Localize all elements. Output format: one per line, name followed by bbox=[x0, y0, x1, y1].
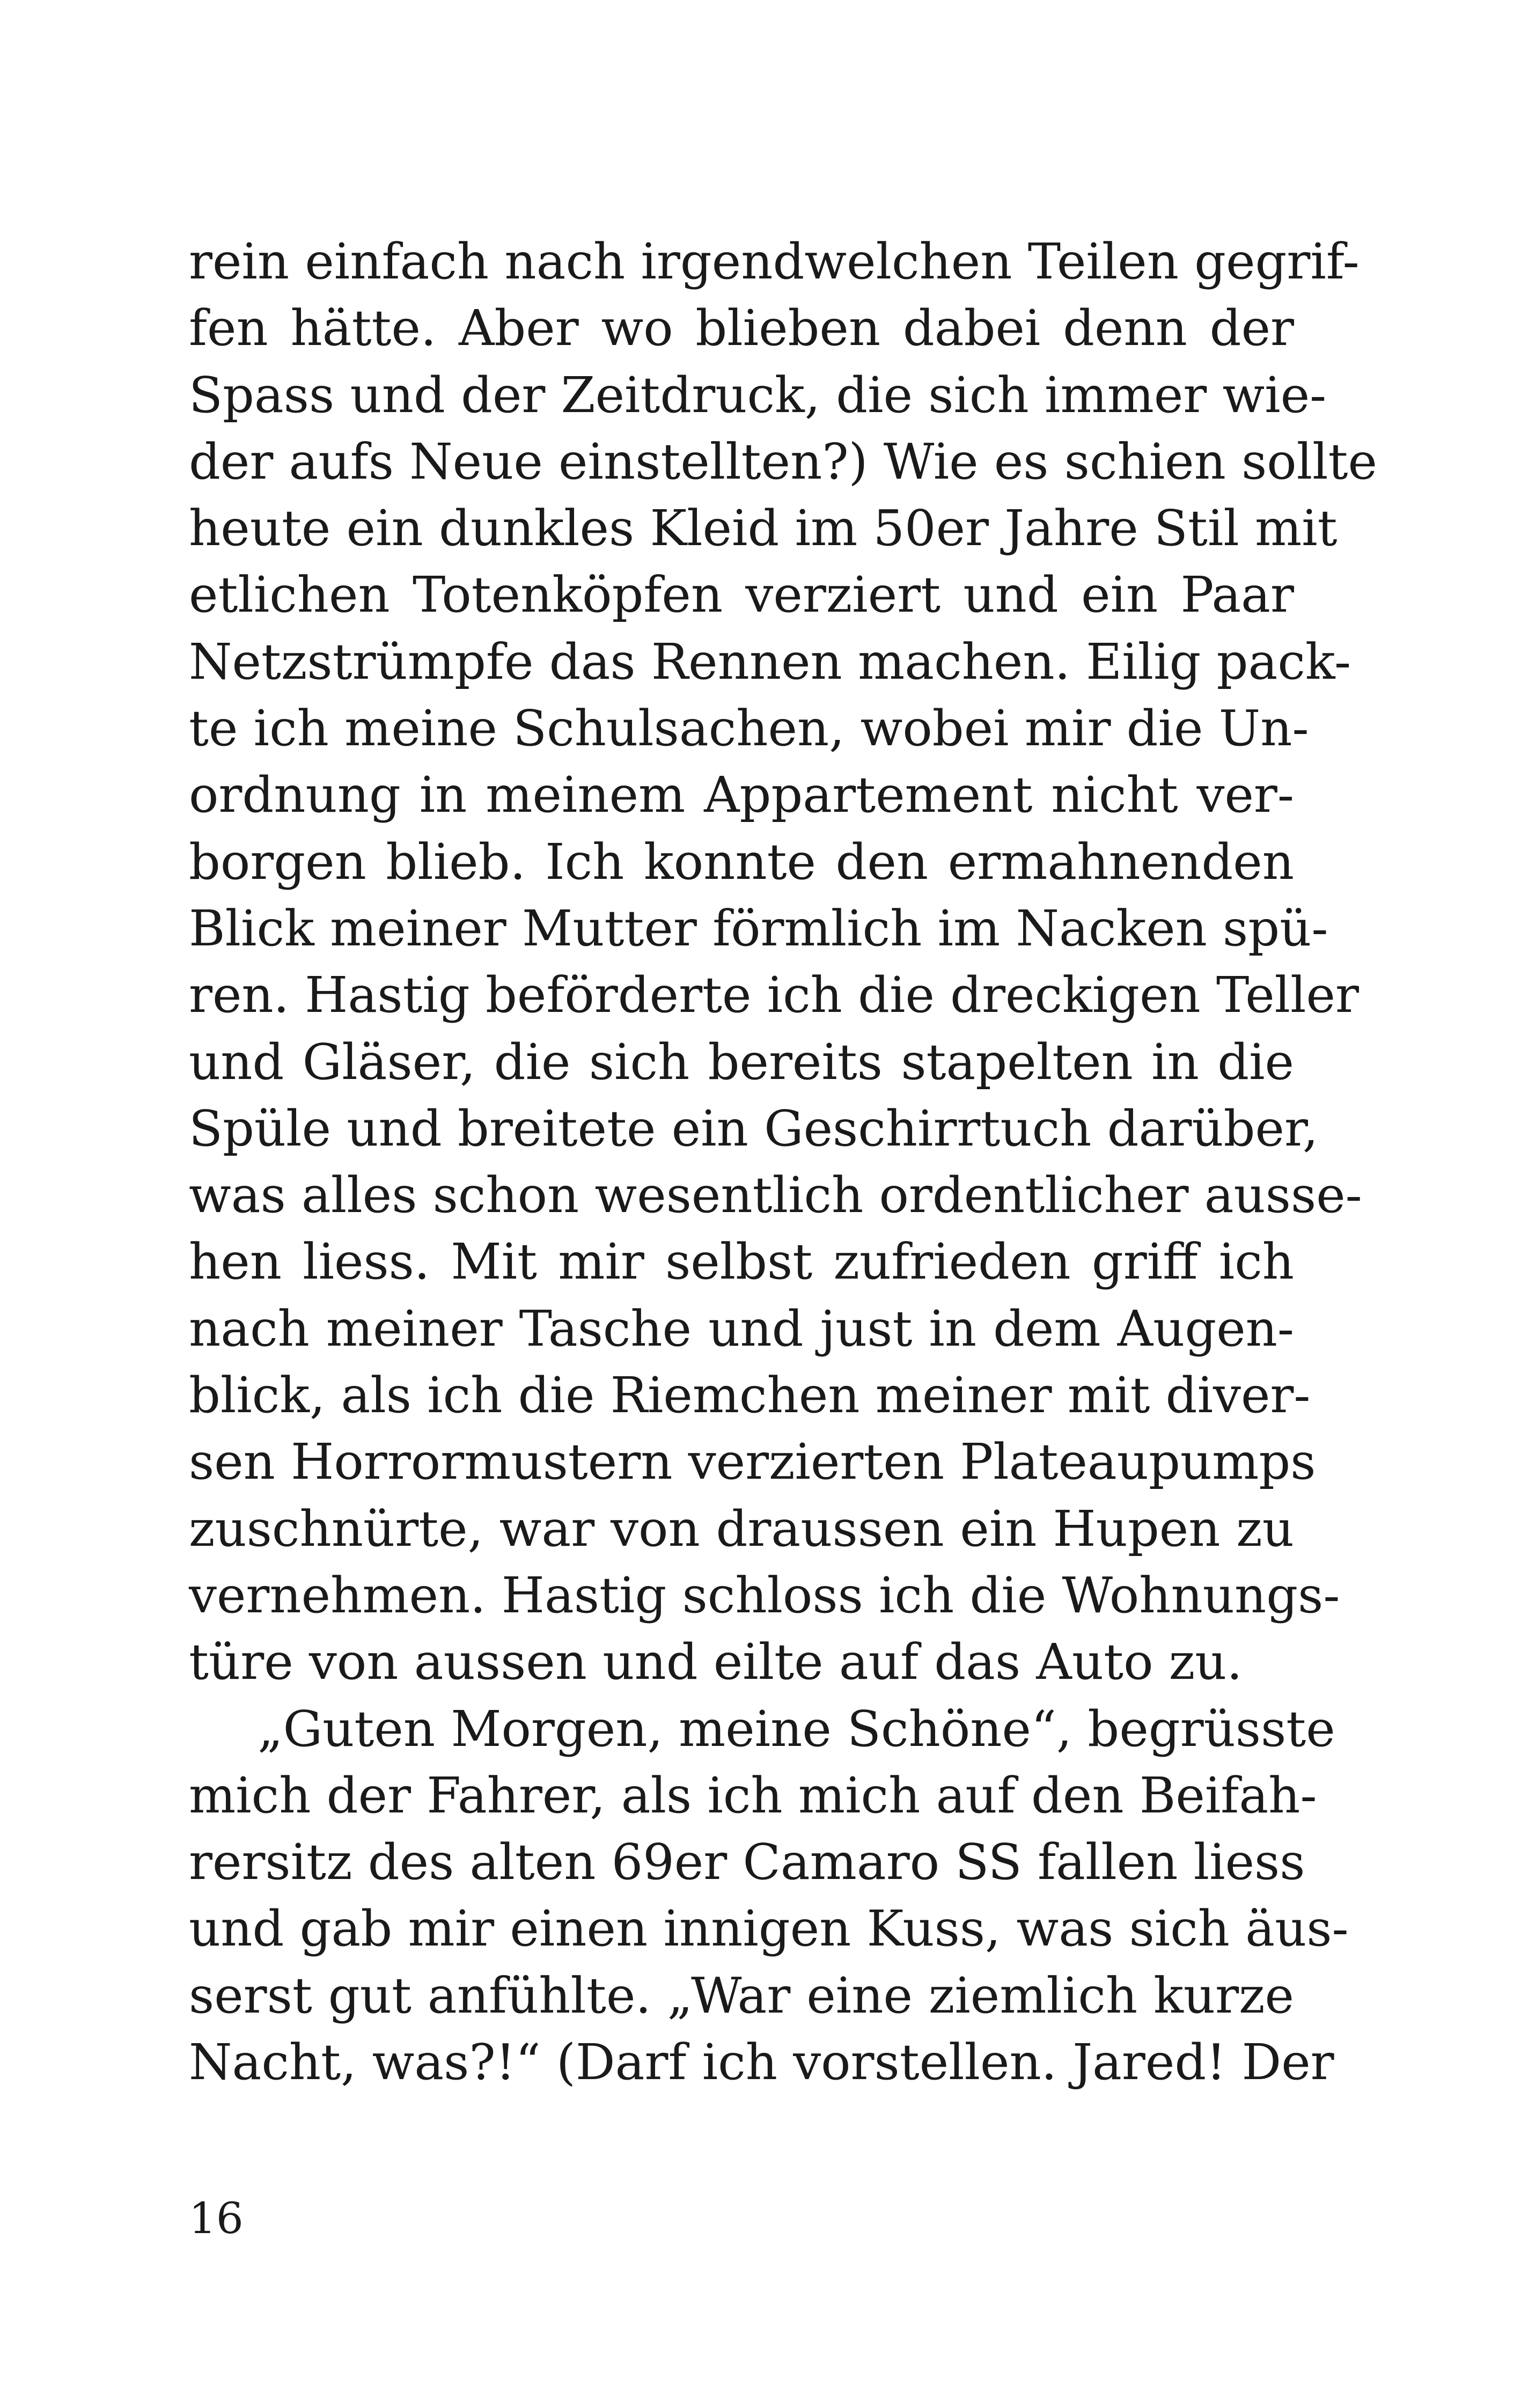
text-line: Netzstrümpfe das Rennen machen. Eilig pack- bbox=[189, 633, 1351, 691]
text-line: etlichen Totenköpfen verziert und ein Paar bbox=[189, 566, 1294, 624]
paragraph-start-line: „Guten Morgen, meine Schöne“, begrüsste bbox=[258, 1700, 1335, 1758]
text-line: Spass und der Zeitdruck, die sich immer wie- bbox=[189, 366, 1327, 424]
paragraph-end-line: türe von aussen und eilte auf das Auto zu. bbox=[189, 1633, 1243, 1691]
text-line: blick, als ich die Riemchen meiner mit diver- bbox=[189, 1367, 1311, 1425]
text-line: ren. Hastig beförderte ich die dreckigen Teller bbox=[189, 966, 1359, 1024]
text-line: und gab mir einen innigen Kuss, was sich äus- bbox=[189, 1900, 1349, 1958]
text-line: fen hätte. Aber wo blieben dabei denn der bbox=[189, 299, 1294, 357]
text-line: Nacht, was?!“ (Darf ich vorstellen. Jared! Der bbox=[189, 2033, 1334, 2091]
text-line: was alles schon wesentlich ordentlicher ausse- bbox=[189, 1166, 1362, 1224]
text-line: ordnung in meinem Appartement nicht ver- bbox=[189, 766, 1294, 824]
text-line: te ich meine Schulsachen, wobei mir die Un- bbox=[189, 700, 1309, 758]
text-line: rersitz des alten 69er Camaro SS fallen liess bbox=[189, 1833, 1305, 1891]
text-line: vernehmen. Hastig schloss ich die Wohnungs- bbox=[189, 1566, 1340, 1624]
page-number: 16 bbox=[189, 2193, 244, 2243]
body-text bbox=[189, 229, 1377, 2096]
text-line: Spüle und breitete ein Geschirrtuch darüber, bbox=[189, 1099, 1319, 1157]
text-line: heute ein dunkles Kleid im 50er Jahre Stil mit bbox=[189, 500, 1338, 557]
text-line: hen liess. Mit mir selbst zufrieden griff ich bbox=[189, 1233, 1294, 1291]
text-line: sen Horrormustern verzierten Plateaupumps bbox=[189, 1433, 1316, 1491]
text-line: serst gut anfühlte. „War eine ziemlich kurze bbox=[189, 1966, 1294, 2024]
text-line: rein einfach nach irgendwelchen Teilen gegrif- bbox=[189, 233, 1360, 290]
text-line: und Gläser, die sich bereits stapelten in die bbox=[189, 1033, 1294, 1091]
text-line: mich der Fahrer, als ich mich auf den Beifah- bbox=[189, 1766, 1317, 1824]
text-line: zuschnürte, war von draussen ein Hupen zu bbox=[189, 1500, 1294, 1558]
text-line: nach meiner Tasche und just in dem Augen- bbox=[189, 1300, 1294, 1357]
text-line: der aufs Neue einstellten?) Wie es schien sollte bbox=[189, 432, 1377, 490]
text-line: borgen blieb. Ich konnte den ermahnenden bbox=[189, 833, 1294, 891]
text-line: Blick meiner Mutter förmlich im Nacken spü- bbox=[189, 899, 1328, 957]
